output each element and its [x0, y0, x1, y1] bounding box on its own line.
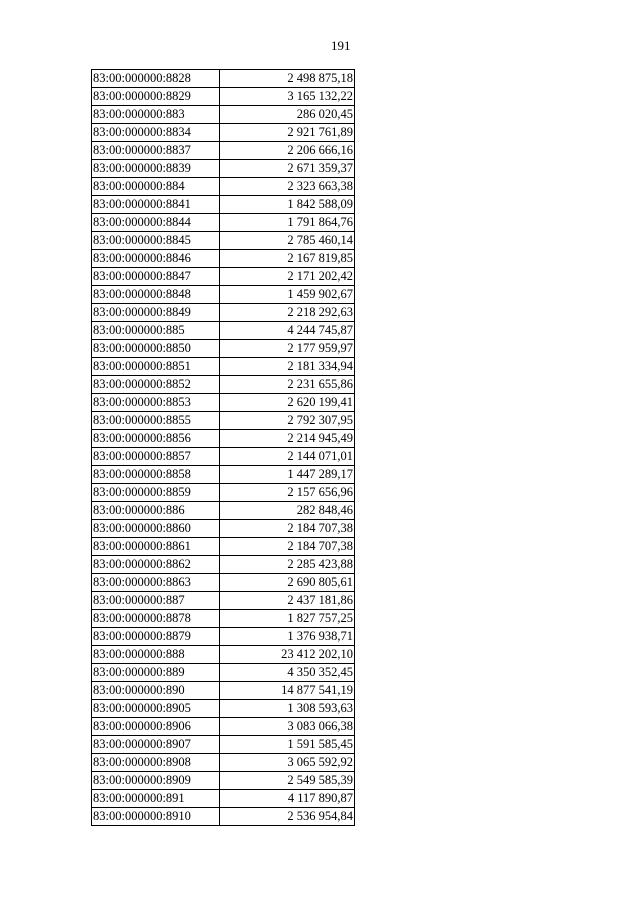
table-row: [92, 142, 355, 160]
table-row: [92, 250, 355, 268]
cadastral-number-cell: 83:00:000000:8847: [92, 268, 220, 286]
value-cell: 286 020,45: [220, 106, 355, 124]
table-row: [92, 592, 355, 610]
cadastral-number-cell: 83:00:000000:8837: [92, 142, 220, 160]
cadastral-number-cell: 83:00:000000:8829: [92, 88, 220, 106]
cadastral-number-cell: 83:00:000000:891: [92, 790, 220, 808]
value-cell: 2 620 199,41: [220, 394, 355, 412]
value-cell: 2 671 359,37: [220, 160, 355, 178]
value-cell: 2 184 707,38: [220, 538, 355, 556]
value-cell: 3 165 132,22: [220, 88, 355, 106]
table-row: [92, 322, 355, 340]
value-cell: 14 877 541,19: [220, 682, 355, 700]
value-cell: 4 244 745,87: [220, 322, 355, 340]
cadastral-number-cell: 83:00:000000:8907: [92, 736, 220, 754]
value-cell: 1 791 864,76: [220, 214, 355, 232]
table-row: [92, 790, 355, 808]
table-row: [92, 412, 355, 430]
table-row: [92, 664, 355, 682]
cadastral-number-cell: 83:00:000000:8905: [92, 700, 220, 718]
cadastral-number-cell: 83:00:000000:8908: [92, 754, 220, 772]
value-cell: 2 792 307,95: [220, 412, 355, 430]
value-cell: 4 117 890,87: [220, 790, 355, 808]
table-row: [92, 502, 355, 520]
cadastral-number-cell: 83:00:000000:8858: [92, 466, 220, 484]
cadastral-number-cell: 83:00:000000:8841: [92, 196, 220, 214]
cadastral-number-cell: 83:00:000000:8860: [92, 520, 220, 538]
cadastral-number-cell: 83:00:000000:883: [92, 106, 220, 124]
table-row: [92, 574, 355, 592]
value-cell: 2 184 707,38: [220, 520, 355, 538]
cadastral-number-cell: 83:00:000000:887: [92, 592, 220, 610]
value-cell: 2 549 585,39: [220, 772, 355, 790]
table-row: [92, 610, 355, 628]
table-row: [92, 106, 355, 124]
cadastral-number-cell: 83:00:000000:8853: [92, 394, 220, 412]
value-cell: 2 437 181,86: [220, 592, 355, 610]
value-cell: 2 323 663,38: [220, 178, 355, 196]
cadastral-number-cell: 83:00:000000:884: [92, 178, 220, 196]
value-cell: 2 144 071,01: [220, 448, 355, 466]
value-cell: 2 218 292,63: [220, 304, 355, 322]
cadastral-number-cell: 83:00:000000:8828: [92, 70, 220, 88]
value-cell: 2 231 655,86: [220, 376, 355, 394]
value-cell: 2 285 423,88: [220, 556, 355, 574]
cadastral-number-cell: 83:00:000000:888: [92, 646, 220, 664]
value-cell: 2 181 334,94: [220, 358, 355, 376]
cadastral-number-cell: 83:00:000000:8878: [92, 610, 220, 628]
value-cell: 2 690 805,61: [220, 574, 355, 592]
value-cell: 2 206 666,16: [220, 142, 355, 160]
cadastral-number-cell: 83:00:000000:8862: [92, 556, 220, 574]
cadastral-number-cell: 83:00:000000:8848: [92, 286, 220, 304]
table-row: [92, 394, 355, 412]
cadastral-number-cell: 83:00:000000:8857: [92, 448, 220, 466]
cadastral-number-cell: 83:00:000000:8863: [92, 574, 220, 592]
value-cell: 2 498 875,18: [220, 70, 355, 88]
table-row: [92, 430, 355, 448]
table-row: [92, 448, 355, 466]
table-row: [92, 70, 355, 88]
table-row: [92, 340, 355, 358]
value-cell: 1 842 588,09: [220, 196, 355, 214]
table-row: [92, 628, 355, 646]
table-row: [92, 124, 355, 142]
table-row: [92, 286, 355, 304]
value-cell: 2 921 761,89: [220, 124, 355, 142]
value-cell: 1 827 757,25: [220, 610, 355, 628]
table-row: [92, 304, 355, 322]
table-row: [92, 88, 355, 106]
table-row: [92, 214, 355, 232]
value-cell: 2 167 819,85: [220, 250, 355, 268]
cadastral-number-cell: 83:00:000000:8851: [92, 358, 220, 376]
cadastral-number-cell: 83:00:000000:8879: [92, 628, 220, 646]
cadastral-number-cell: 83:00:000000:8910: [92, 808, 220, 826]
value-cell: 4 350 352,45: [220, 664, 355, 682]
cadastral-number-cell: 83:00:000000:8849: [92, 304, 220, 322]
value-cell: 2 214 945,49: [220, 430, 355, 448]
value-cell: 2 536 954,84: [220, 808, 355, 826]
cadastral-number-cell: 83:00:000000:8856: [92, 430, 220, 448]
cadastral-number-cell: 83:00:000000:886: [92, 502, 220, 520]
cadastral-number-cell: 83:00:000000:8852: [92, 376, 220, 394]
value-cell: 2 177 959,97: [220, 340, 355, 358]
cadastral-number-cell: 83:00:000000:8861: [92, 538, 220, 556]
table-row: [92, 196, 355, 214]
value-cell: 1 308 593,63: [220, 700, 355, 718]
value-cell: 3 083 066,38: [220, 718, 355, 736]
table-row: [92, 160, 355, 178]
cadastral-number-cell: 83:00:000000:8855: [92, 412, 220, 430]
cadastral-number-cell: 83:00:000000:890: [92, 682, 220, 700]
cadastral-value-table: [91, 69, 355, 826]
value-cell: 1 459 902,67: [220, 286, 355, 304]
cadastral-number-cell: 83:00:000000:8844: [92, 214, 220, 232]
value-cell: 1 591 585,45: [220, 736, 355, 754]
table-body: [92, 70, 355, 826]
table-row: [92, 556, 355, 574]
cadastral-number-cell: 83:00:000000:8859: [92, 484, 220, 502]
table-row: [92, 466, 355, 484]
cadastral-number-cell: 83:00:000000:8909: [92, 772, 220, 790]
value-cell: 2 157 656,96: [220, 484, 355, 502]
table-row: [92, 538, 355, 556]
table-row: [92, 358, 355, 376]
value-cell: 1 447 289,17: [220, 466, 355, 484]
table-row: [92, 376, 355, 394]
value-cell: 1 376 938,71: [220, 628, 355, 646]
table-row: [92, 808, 355, 826]
cadastral-number-cell: 83:00:000000:889: [92, 664, 220, 682]
table-row: [92, 520, 355, 538]
cadastral-number-cell: 83:00:000000:8846: [92, 250, 220, 268]
cadastral-number-cell: 83:00:000000:8850: [92, 340, 220, 358]
value-cell: 3 065 592,92: [220, 754, 355, 772]
table-row: [92, 268, 355, 286]
value-cell: 2 785 460,14: [220, 232, 355, 250]
cadastral-number-cell: 83:00:000000:885: [92, 322, 220, 340]
value-cell: 2 171 202,42: [220, 268, 355, 286]
table-row: [92, 700, 355, 718]
cadastral-number-cell: 83:00:000000:8839: [92, 160, 220, 178]
table-row: [92, 682, 355, 700]
table-row: [92, 178, 355, 196]
cadastral-number-cell: 83:00:000000:8906: [92, 718, 220, 736]
table-row: [92, 754, 355, 772]
table-row: [92, 736, 355, 754]
value-cell: 282 848,46: [220, 502, 355, 520]
table-row: [92, 232, 355, 250]
cadastral-number-cell: 83:00:000000:8834: [92, 124, 220, 142]
page-number: 191: [331, 38, 351, 53]
cadastral-number-cell: 83:00:000000:8845: [92, 232, 220, 250]
table-row: [92, 772, 355, 790]
table-row: [92, 484, 355, 502]
table-row: [92, 718, 355, 736]
table-row: [92, 646, 355, 664]
value-cell: 23 412 202,10: [220, 646, 355, 664]
